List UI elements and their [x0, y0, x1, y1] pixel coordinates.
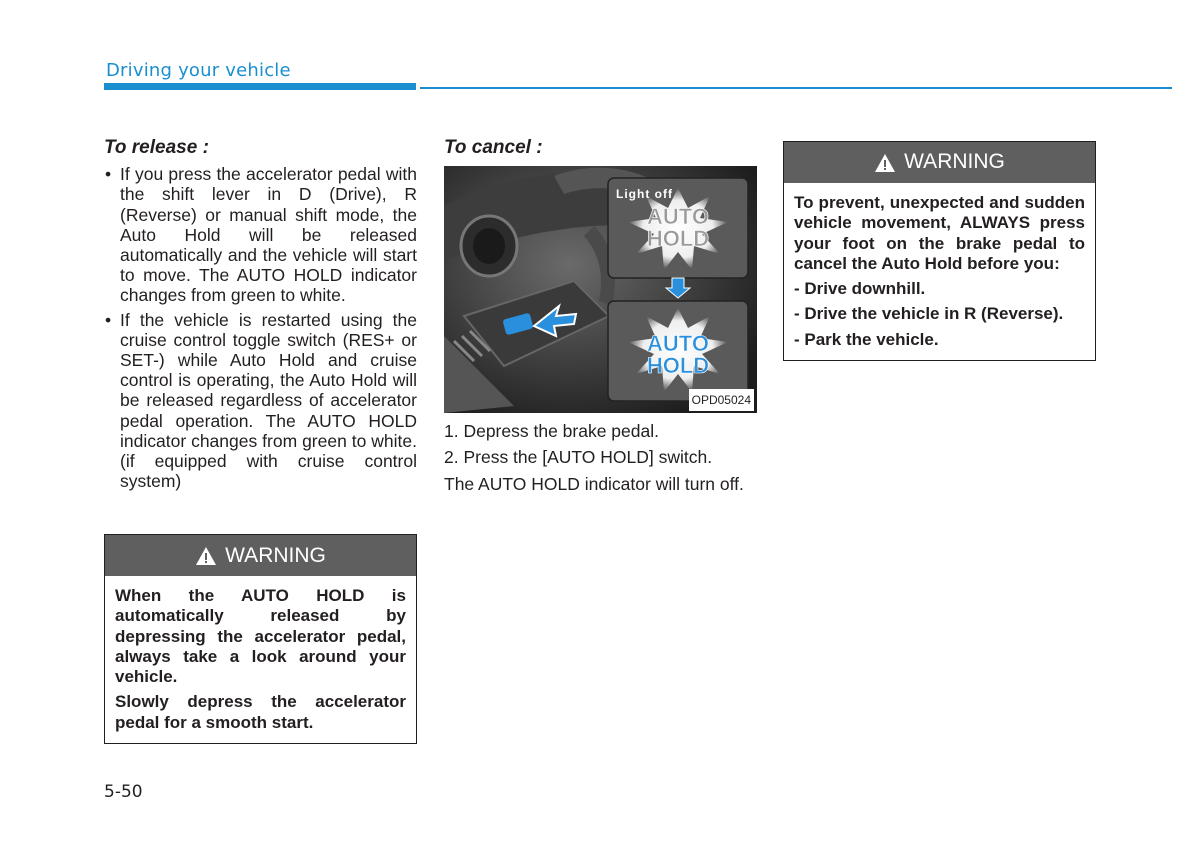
indicator-off-line2: HOLD	[646, 226, 710, 252]
warning-header	[105, 535, 416, 576]
header-rule-thick	[104, 83, 416, 90]
release-subhead: To release :	[104, 137, 209, 158]
indicator-on-line1: AUTO	[647, 331, 709, 357]
warning-item: - Drive the vehicle in R (Reverse).	[794, 304, 1064, 324]
warning-triangle-icon	[195, 546, 217, 566]
page-number: 5-50	[104, 782, 143, 802]
warning-box	[783, 141, 1096, 361]
warning-paragraph: Slowly depress the accelerator pedal for a smooth start.	[115, 692, 406, 732]
cancel-step-1: 1. Depress the brake pedal.	[444, 421, 659, 442]
cancel-section	[444, 138, 757, 494]
header-rule-thin	[420, 87, 1172, 89]
warning-triangle-icon	[874, 153, 896, 173]
warning-intro: To prevent, unexpected and sudden vehicle movement, ALWAYS press your foot on the brake pedal to cancel the Auto Hold before you:	[794, 193, 1085, 273]
cancel-subhead: To cancel :	[444, 137, 543, 158]
warning-header	[784, 142, 1095, 183]
warning-item: - Drive downhill.	[794, 279, 926, 299]
indicator-on-line2: HOLD	[646, 353, 710, 379]
warning-box-release	[104, 534, 417, 744]
section-title: Driving your vehicle	[106, 60, 291, 81]
release-bullets	[104, 164, 417, 491]
release-bullet-2: • If the vehicle is restarted using the cruise control toggle switch (RES+ or SET-) while Auto Hold and cruise control is operating, the Auto Hold will be released regardless of accelerator pedal operation. The AUTO HOLD indicator changes from green to white. (if equipped with cruise control system)	[104, 310, 417, 492]
indicator-off-line1: AUTO	[647, 204, 709, 230]
light-off-label: Light off	[616, 187, 673, 202]
release-section	[104, 138, 417, 495]
cancel-step-2: 2. Press the [AUTO HOLD] switch.	[444, 447, 713, 468]
warning-title: WARNING	[904, 150, 1005, 174]
dashboard-illustration	[444, 166, 757, 413]
warning-paragraph: When the AUTO HOLD is automatically released by depressing the accelerator pedal, always take a look around your vehicle.	[115, 586, 406, 687]
warning-title: WARNING	[225, 543, 326, 567]
cancel-result: The AUTO HOLD indicator will turn off.	[444, 473, 744, 494]
warning-body	[784, 183, 1095, 360]
warning-body	[105, 576, 416, 743]
cancel-steps	[444, 421, 757, 494]
warning-item: - Park the vehicle.	[794, 329, 939, 349]
auto-hold-figure	[444, 166, 757, 413]
figure-code: OPD05024	[689, 389, 754, 411]
warning-box-cancel	[783, 141, 1096, 361]
release-bullet-1: • If you press the accelerator pedal with the shift lever in D (Drive), R (Reverse) or manual shift mode, the Auto Hold will be released automatically and the vehicle will start to move. The AUTO HOLD indicator changes from green to white.	[104, 164, 417, 305]
